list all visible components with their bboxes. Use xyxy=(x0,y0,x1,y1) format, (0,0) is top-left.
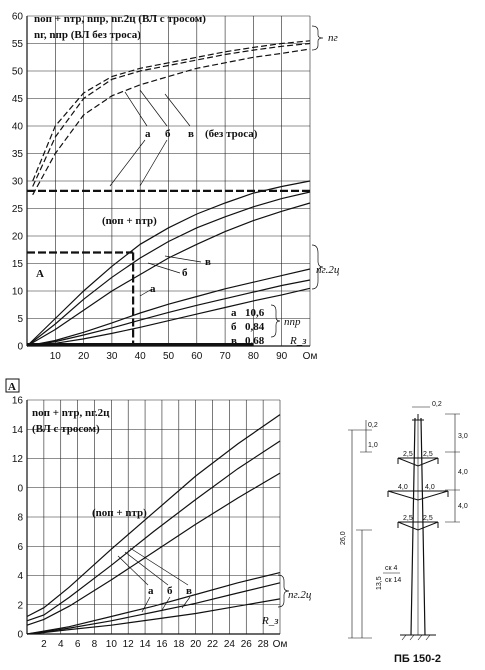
y-tick-label: 4 xyxy=(17,571,23,582)
y-tick-label: 55 xyxy=(11,39,23,50)
x-tick-label: 28 xyxy=(257,639,269,650)
brace-ng xyxy=(312,26,323,50)
y-tick-label: 8 xyxy=(17,512,23,524)
label-ng2c-bottom: nг.2ц xyxy=(288,589,312,601)
bottom-marker-a: А xyxy=(8,381,16,393)
bottom-xlabel-rz: R_з xyxy=(262,615,279,627)
dim-arm-1b: 2,5 xyxy=(423,451,433,458)
y-tick-label: 14 xyxy=(11,424,23,436)
dim-arm-2: 4,0 xyxy=(398,484,408,491)
dim-left-1: 1,0 xyxy=(368,442,378,449)
x-tick-label: 70 xyxy=(219,351,231,362)
bottom-label-a: а xyxy=(148,585,154,597)
npr-value-v: 0,68 xyxy=(245,335,265,347)
y-tick-label: 45 xyxy=(11,94,23,105)
dim-right-3: 4,0 xyxy=(458,503,468,510)
tower-diagram xyxy=(340,401,468,665)
y-tick-label: 0 xyxy=(17,629,23,641)
bottom-legend-line2: (ВЛ с тросом) xyxy=(32,423,100,435)
top-label-a: а xyxy=(145,128,151,140)
x-tick-label: 2 xyxy=(41,639,47,650)
series-line xyxy=(27,441,280,621)
x-tick-label: 20 xyxy=(78,351,90,362)
dim-ref-1: ск 4 xyxy=(385,565,398,572)
bottom-chart-x-ticks xyxy=(41,639,287,650)
y-tick-label: 30 xyxy=(11,176,23,188)
top-low-label-v: в xyxy=(205,256,211,268)
x-tick-label: 20 xyxy=(190,639,202,650)
x-tick-label: 12 xyxy=(122,639,134,650)
y-tick-label: 20 xyxy=(11,231,23,243)
label-ng: nг xyxy=(328,32,338,44)
y-tick-label: 5 xyxy=(17,314,23,325)
x-tick-label: 6 xyxy=(74,639,81,650)
series-line xyxy=(33,44,310,187)
top-label-b: б xyxy=(165,128,171,140)
dim-arm-2b: 4,0 xyxy=(425,484,435,491)
dim-height-total: 26,0 xyxy=(340,531,347,545)
x-tick-label: Ом xyxy=(302,351,318,362)
top-marker-a: А xyxy=(36,268,44,280)
x-tick-label: 30 xyxy=(106,351,118,362)
series-line xyxy=(27,415,280,617)
x-tick-label: 26 xyxy=(240,639,252,650)
dim-height-lower: 13,5 xyxy=(376,576,383,590)
bottom-chart-grid xyxy=(27,400,280,634)
npr-brace xyxy=(271,305,280,337)
y-tick-label: 12 xyxy=(11,454,23,465)
x-tick-label: 14 xyxy=(139,639,151,650)
label-ng2c-top: nг.2ц xyxy=(316,264,340,276)
top-label-v: в xyxy=(188,128,194,140)
x-tick-label: 40 xyxy=(134,351,146,362)
series-line xyxy=(27,573,280,634)
npr-letter-v: в xyxy=(231,335,237,347)
npr-value-b: 0,84 xyxy=(245,321,265,333)
bottom-chart xyxy=(6,379,312,650)
top-legend-line1: nоп + nтр, nпр, nг.2ц (ВЛ с тросом) xyxy=(34,13,206,25)
y-tick-label: 40 xyxy=(11,121,23,133)
dim-right-2: 4,0 xyxy=(458,469,468,476)
top-xlabel-rz: R_з xyxy=(290,335,307,347)
bottom-label-sum: (nоп + nтр) xyxy=(92,507,147,519)
x-tick-label: 50 xyxy=(162,351,175,362)
y-tick-label: 2 xyxy=(17,600,23,612)
top-chart xyxy=(12,12,340,363)
x-tick-label: 8 xyxy=(91,639,98,650)
x-tick-label: 60 xyxy=(191,351,203,362)
dim-top-width: 0,2 xyxy=(432,401,442,408)
top-low-label-b: б xyxy=(182,267,188,279)
dim-arm-1: 2,5 xyxy=(403,451,413,458)
npr-table xyxy=(231,305,307,347)
label-no-wire: (без троса) xyxy=(205,128,258,140)
top-label-sum: (nоп + nтр) xyxy=(102,215,157,227)
y-tick-label: 25 xyxy=(11,204,23,215)
bottom-chart-series xyxy=(27,415,280,634)
bottom-label-v: в xyxy=(186,585,192,597)
top-chart-y-ticks xyxy=(12,12,24,353)
y-tick-label: 15 xyxy=(11,259,23,270)
npr-letter-b: б xyxy=(231,321,237,333)
dim-arm-3b: 2,5 xyxy=(423,515,433,522)
dim-arm-3: 2,5 xyxy=(403,515,413,522)
y-tick-label: 0 xyxy=(17,483,23,495)
dim-ref-2: ск 14 xyxy=(385,577,402,584)
top-chart-x-ticks xyxy=(50,351,318,362)
y-tick-label: 10 xyxy=(11,286,23,298)
x-tick-label: 80 xyxy=(247,351,259,362)
y-tick-label: 0 xyxy=(17,341,23,353)
left-dim-lines xyxy=(348,430,372,638)
y-tick-label: 6 xyxy=(17,541,23,553)
series-line xyxy=(27,473,280,625)
y-tick-label: 16 xyxy=(11,395,23,407)
bottom-chart-y-ticks xyxy=(12,396,24,641)
x-tick-label: 10 xyxy=(105,639,117,650)
npr-letter-a: а xyxy=(231,307,237,319)
x-tick-label: 10 xyxy=(49,351,61,362)
top-low-label-a: а xyxy=(150,283,156,295)
dim-right-1: 3,0 xyxy=(458,433,468,440)
ground-hatch xyxy=(402,635,430,640)
diagram-caption: ПБ 150-2 xyxy=(394,653,442,665)
npr-label: nпр xyxy=(284,316,301,328)
x-tick-label: 24 xyxy=(223,639,235,650)
x-tick-label: 22 xyxy=(206,639,219,650)
bottom-legend-line1: nоп + nтр, nг.2ц xyxy=(32,407,110,419)
x-tick-label: 4 xyxy=(57,639,64,650)
top-holder xyxy=(412,414,424,420)
dim-left-top: 0,2 xyxy=(368,422,378,429)
y-tick-label: 35 xyxy=(11,149,23,160)
top-legend-line2: nг, nпр (ВЛ без троса) xyxy=(34,29,141,41)
y-tick-label: 60 xyxy=(11,11,23,23)
bottom-label-b: б xyxy=(167,585,173,597)
x-tick-label: 18 xyxy=(173,639,185,650)
x-tick-label: Ом xyxy=(272,639,288,650)
bottom-leader-lines xyxy=(118,548,190,612)
x-tick-label: 90 xyxy=(276,351,288,362)
x-tick-label: 16 xyxy=(156,639,168,650)
npr-value-a: 10,6 xyxy=(245,307,265,319)
y-tick-label: 50 xyxy=(11,66,23,78)
